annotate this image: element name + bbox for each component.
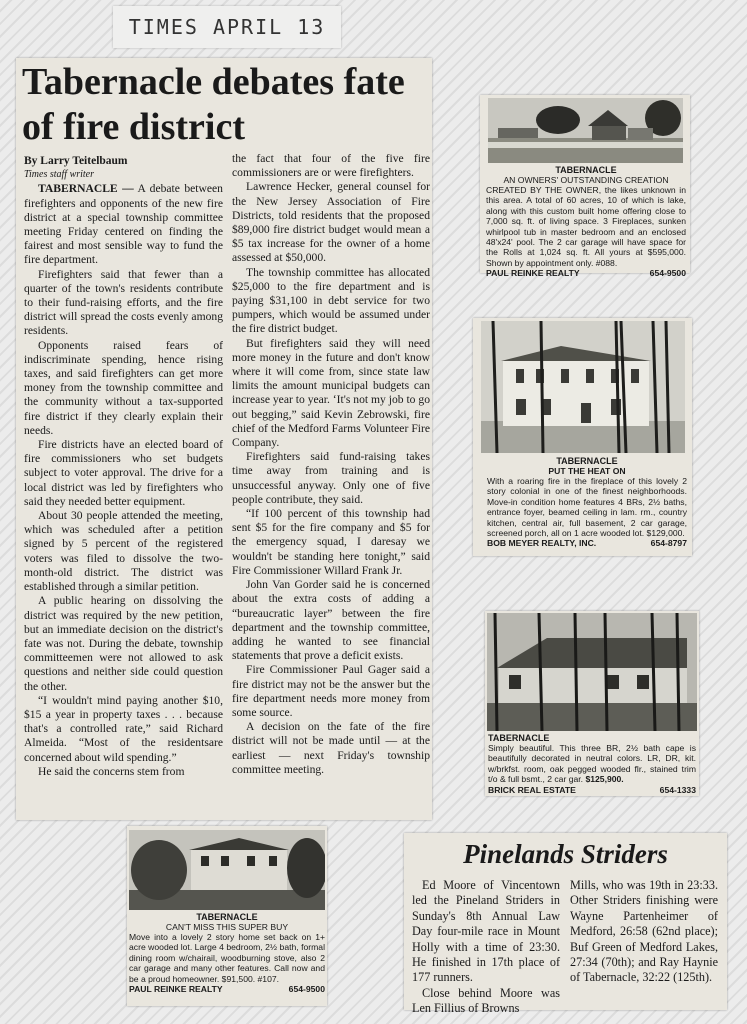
article-paragraph: A public hearing on dissolving the district was required by the new petition, but an immediate decision on the district's fate was not. During the debate, township committeemen were not allowed to ask questions and neither side could question the other.: [24, 594, 223, 693]
sports-paragraph: Close behind Moore was Len Fillius of Browns: [412, 985, 560, 1016]
news-article: [16, 58, 432, 820]
article-paragraph: TABERNACLE — A debate between firefighters and opponents of the new fire district at a special township committee meeting Friday centered on finding the fairest and most sensible way to fund the fire department.: [24, 182, 223, 267]
house-photo-image: [487, 613, 697, 731]
ad-footer: [488, 785, 696, 795]
ad-agency: BRICK REAL ESTATE: [488, 784, 576, 795]
house-photo-image: [488, 98, 683, 163]
article-paragraph: But firefighters said they will need more money in the future and don't know where it will come from, since state law limits the amount municipal budgets can increase year to year. ‘It's not my job to go out begging,” said Kevin Zebrowski, fire chief of the Medford Farms Volunteer Fire Company.: [232, 336, 430, 450]
ad-phone: 654-8797: [650, 538, 687, 549]
sports-brief: [404, 833, 727, 1016]
ad-price: $125,900.: [585, 774, 624, 785]
article-headline: Tabernacle debates fate of fire district: [22, 61, 405, 148]
ad-headline: CAN'T MISS THIS SUPER BUY: [165, 922, 289, 932]
ad-footer: [487, 538, 687, 548]
article-byline: By Larry Teitelbaum: [24, 155, 128, 167]
article-paragraph: He said the concerns stem from: [38, 764, 185, 778]
sports-paragraph: Ed Moore of Vincentown led the Pineland Striders in Sunday's 8th Annual Law Day four-mile race in Mount Holly with a time of 23:30. He finished in 17th place of 177 runners.: [412, 878, 560, 985]
handwritten-date-label: [113, 6, 341, 48]
real-estate-ad: [485, 611, 699, 796]
real-estate-ad: [473, 318, 692, 556]
ad-town: TABERNACLE: [556, 456, 618, 466]
ad-agency: PAUL REINKE REALTY: [129, 984, 223, 995]
ad-phone: 654-9500: [288, 984, 325, 995]
ad-phone: 654-1333: [659, 784, 696, 795]
article-paragraph: Firefighters said fund-raising takes time away from training and is unsuccessful anyway. Only one of five people contribute, they said.: [232, 450, 430, 506]
ad-body: Move into a lovely 2 story home set back on 1+ acre wooded lot. Large 4 bedroom, 2½ bath, formal dining room w/chairail, woodburning stove, also 2 car garage and many other features. Call now and be a proud homeowner. $91,500. #107.: [129, 932, 325, 984]
house-photo-image: [481, 321, 685, 453]
ad-agency: BOB MEYER REALTY, INC.: [487, 538, 597, 549]
ad-town: TABERNACLE: [555, 165, 617, 175]
sports-headline: Pinelands Striders: [463, 839, 668, 869]
ad-headline: PUT THE HEAT ON: [548, 466, 626, 476]
article-column-1: [24, 154, 223, 779]
ad-town: TABERNACLE: [488, 733, 550, 743]
sports-column-1: [412, 878, 560, 1017]
house-photo: [488, 98, 683, 163]
real-estate-ad: [480, 95, 690, 279]
article-dateline: TABERNACLE —: [38, 182, 134, 196]
ad-phone: 654-9500: [649, 268, 686, 279]
ad-body: Simply beautiful. This three BR, 2½ bath cape is beautifully decorated in neutral colors. LR, DR, kit. w/brkfst. room, oak pegged wooded flr., stained trim t/o & full bsmt., 2 car gar. $125,900.: [488, 743, 696, 785]
article-paragraph: “I wouldn't mind paying another $10, $15 a year in property taxes . . . because that's a controlled rate,” said Richard Almeida. “Most of the residentsare concerned about wild spending.”: [24, 693, 223, 764]
ad-body: With a roaring fire in the fireplace of this lovely 2 story colonial in one of the finest neighborhoods. Move-in condition home features 4 BRs, 2½ baths, entrance foyer, beamed ceiling in lam. rm., country kitchen, central air, full basement, 2 car garage, screened porch, all on 1 acre wooded lot. $129,000.: [487, 476, 687, 539]
house-photo: [481, 321, 685, 453]
sports-column-2: [570, 878, 718, 986]
ad-footer: [486, 268, 686, 278]
handwritten-date-text: TIMES APRIL 13: [128, 15, 326, 39]
article-paragraph: About 30 people attended the meeting, which was scheduled after a petition signed by 5 percent of the registered voters was filed to dissolve the two-month-old district. The district was established through a similar petition.: [24, 509, 223, 594]
article-paragraph: Firefighters said that fewer than a quarter of the town's residents contribute to their fund-raising efforts, and the fire district will spread the costs evenly among residents.: [24, 267, 223, 338]
ad-headline: AN OWNERS' OUTSTANDING CREATION: [503, 175, 669, 185]
article-paragraph: Fire Commissioner Paul Gager said a fire district may not be the answer but the fire department needs more money from some source.: [232, 663, 430, 719]
house-photo: [129, 830, 325, 910]
real-estate-ad: [127, 826, 327, 1006]
article-paragraph: The township committee has allocated $25,000 to the fire department and is paying $31,100 in debt service for two pumpers, which would be assumed under the fire district budget.: [232, 265, 430, 336]
ad-town: TABERNACLE: [196, 912, 258, 922]
article-paragraph: John Van Gorder said he is concerned about the extra costs of adding a “bureaucratic layer” between the fire department and the township committee, adding he wanted to see financial statements that prove a deficit exists.: [232, 578, 430, 663]
article-paragraph: A decision on the fate of the fire district will not be made until — at the earliest — next Friday's township committee meeting.: [232, 720, 430, 776]
article-column-2: [232, 152, 430, 777]
article-paragraph: Opponents raised fears of indiscriminate spending, hence rising taxes, and said firefighters can get more money from the township committee and the community without a tax-supported fire district if they clearly explain their needs.: [24, 338, 223, 437]
article-credit: Times staff writer: [24, 169, 95, 181]
ad-footer: [129, 984, 325, 994]
article-paragraph: the fact that four of the five fire commissioners are or were firefighters.: [232, 152, 430, 180]
article-paragraph: Lawrence Hecker, general counsel for the New Jersey Association of Fire Districts, told residents that the proposed $89,000 fire district budget would mean a $5 tax increase for the owner of a home assessed at $50,000.: [232, 180, 430, 265]
ad-body: CREATED BY THE OWNER, the likes unknown in this area. A total of 60 acres, 10 of which is lake, along with this custom built home offering close to 7,000 sq. ft. of living space. 3 Fireplaces, sunken whirlpool tub in master bedroom and an enclosed 48'x24' pool. The 2 car garage will have space for the Rolls at 1,024 sq. ft. All yours at $595,000. Shown by appointment only. #088.: [486, 185, 686, 268]
article-paragraph: Fire districts have an elected board of fire commissioners who set budgets subject to voter approval. The drive for a local district was led by firefighters who said they needed better equipment.: [24, 438, 223, 508]
house-photo-image: [129, 830, 325, 910]
article-paragraph: “If 100 percent of this township had sent $5 for the fire company and $5 for the emergency squad, I daresay we wouldn't be standing here tonight,” said Fire Commissioner Willard Frank Jr.: [232, 507, 430, 577]
house-photo: [487, 613, 697, 731]
sports-paragraph: Mills, who was 19th in 23:33. Other Striders finishing were Wayne Partenheimer of Medford, 26:58 (62nd place); Buf Green of Medford Lakes, 27:34 (70th); and Ray Haynie of Tabernacle, 32:22 (125th).: [570, 878, 718, 985]
ad-agency: PAUL REINKE REALTY: [486, 268, 580, 279]
